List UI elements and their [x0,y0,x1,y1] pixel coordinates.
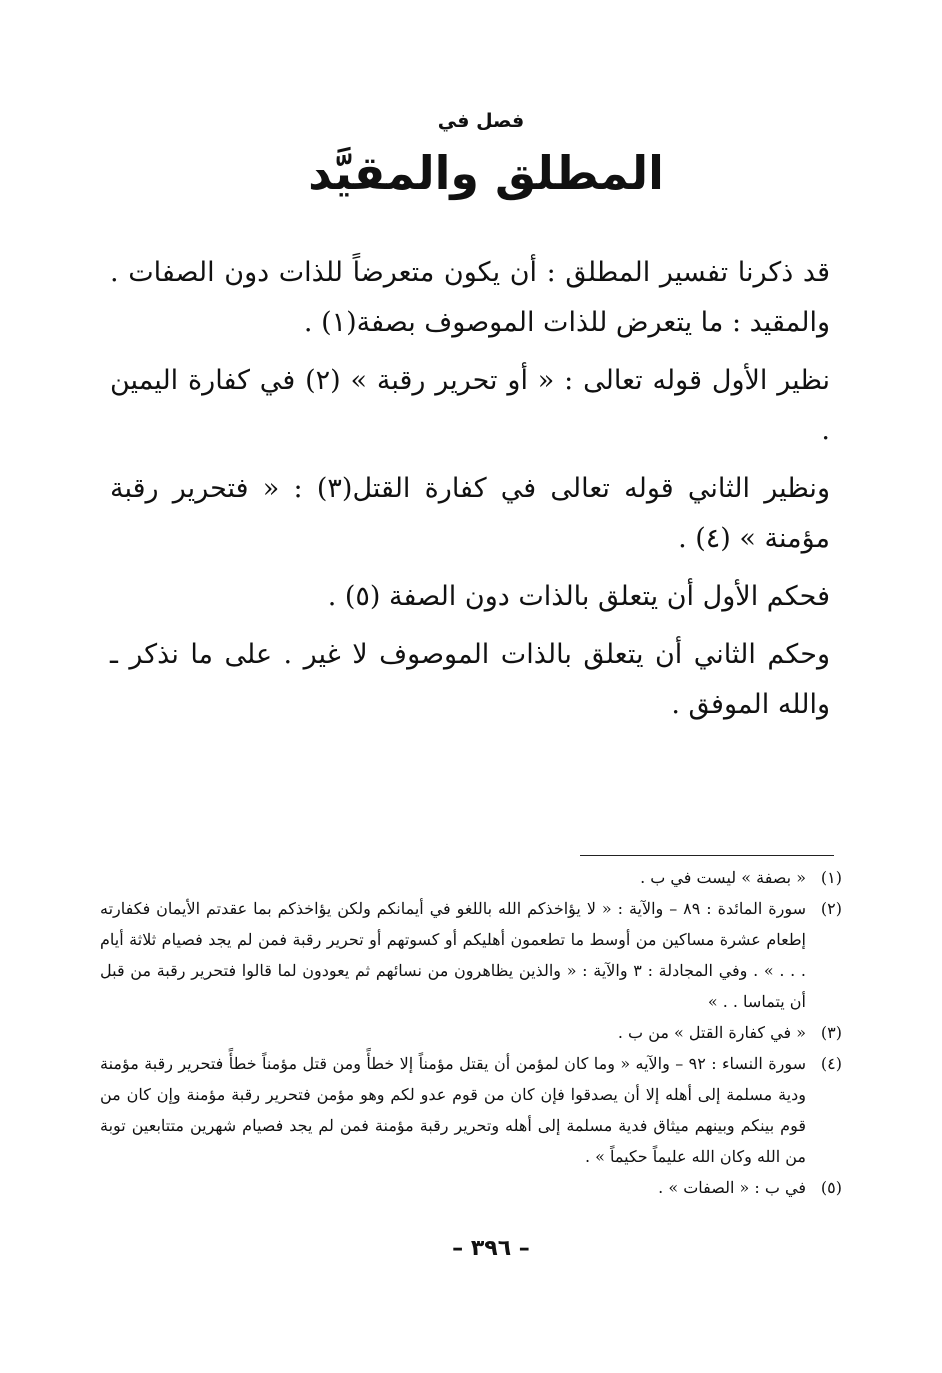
main-text [110,248,830,738]
footnotes [100,862,842,1203]
footnote-text: « بصفة » ليست في ب . [640,868,806,887]
footnote-number: (٤) [820,1054,842,1073]
footnote-text: سورة النساء : ٩٢ – والآيه « وما كان لمؤمن أن يقتل مؤمناً إلا خطأً ومن قتل مؤمناً خطأً فتحرير رقبة مؤمنة ودية مسلمة إلى أهله إلا أن يصدقوا فإن كان من قوم عدو لكم وهو مؤمن فتحرير رقبة مؤمنة وإن كان من قوم بينكم وبينهم ميثاق فدية مسلمة إلى أهله وتحرير رقبة مؤمنة فمن لم يجد فصيام شهرين متتابعين توبة من الله وكان الله عليماً حكيماً » . [100,1054,807,1166]
footnote-item [100,1048,842,1172]
footnote-item [100,893,842,1017]
chapter-label: فصل في [437,110,525,132]
paragraph-definition: قد ذكرنا تفسير المطلق : أن يكون متعرضاً للذات دون الصفات . والمقيد : ما يتعرض للذات الموصوف بصفة(١) . [110,257,830,338]
chapter-title: المطلق والمقيَّد [308,146,664,200]
paragraph-second-example: ونظير الثاني قوله تعالى في كفارة القتل(٣) : « فتحرير رقبة مؤمنة » (٤) . [110,473,830,554]
footnote-number: (٣) [820,1023,842,1042]
page-number: – ٣٩٦ – [452,1236,530,1261]
paragraph-second-ruling: وحكم الثاني أن يتعلق بالذات الموصوف لا غير . على ما نذكر ـ والله الموفق . [110,639,830,720]
footnote-item [100,1172,842,1203]
footnote-number: (٢) [820,899,842,918]
paragraph-first-ruling: فحكم الأول أن يتعلق بالذات دون الصفة (٥) . [327,581,830,612]
footnote-text: « في كفارة القتل » من ب . [617,1023,806,1042]
footnote-text: سورة المائدة : ٨٩ – والآية : « لا يؤاخذكم الله باللغو في أيمانكم ولكن يؤاخذكم بما عقدتم الأيمان فكفارته إطعام عشرة مساكين من أوسط ما تطعمون أهليكم أو كسوتهم أو تحرير رقبة فمن لم يجد فصيام ثلاثة أيام . . . » . وفي المجادلة : ٣ والآية : « والذين يظاهرون من نسائهم ثم يعودون لما قالوا فتحرير رقبة من قبل أن يتماسا . . » [100,899,807,1011]
footnote-item [100,862,842,893]
footnote-number: (٥) [820,1178,842,1197]
paragraph-first-example: نظير الأول قوله تعالى : « أو تحرير رقبة » (٢) في كفارة اليمين . [110,365,830,446]
footnote-text: في ب : « الصفات » . [658,1178,806,1197]
footnote-number: (١) [820,868,842,887]
footnote-item [100,1017,842,1048]
footnote-divider [580,855,834,856]
